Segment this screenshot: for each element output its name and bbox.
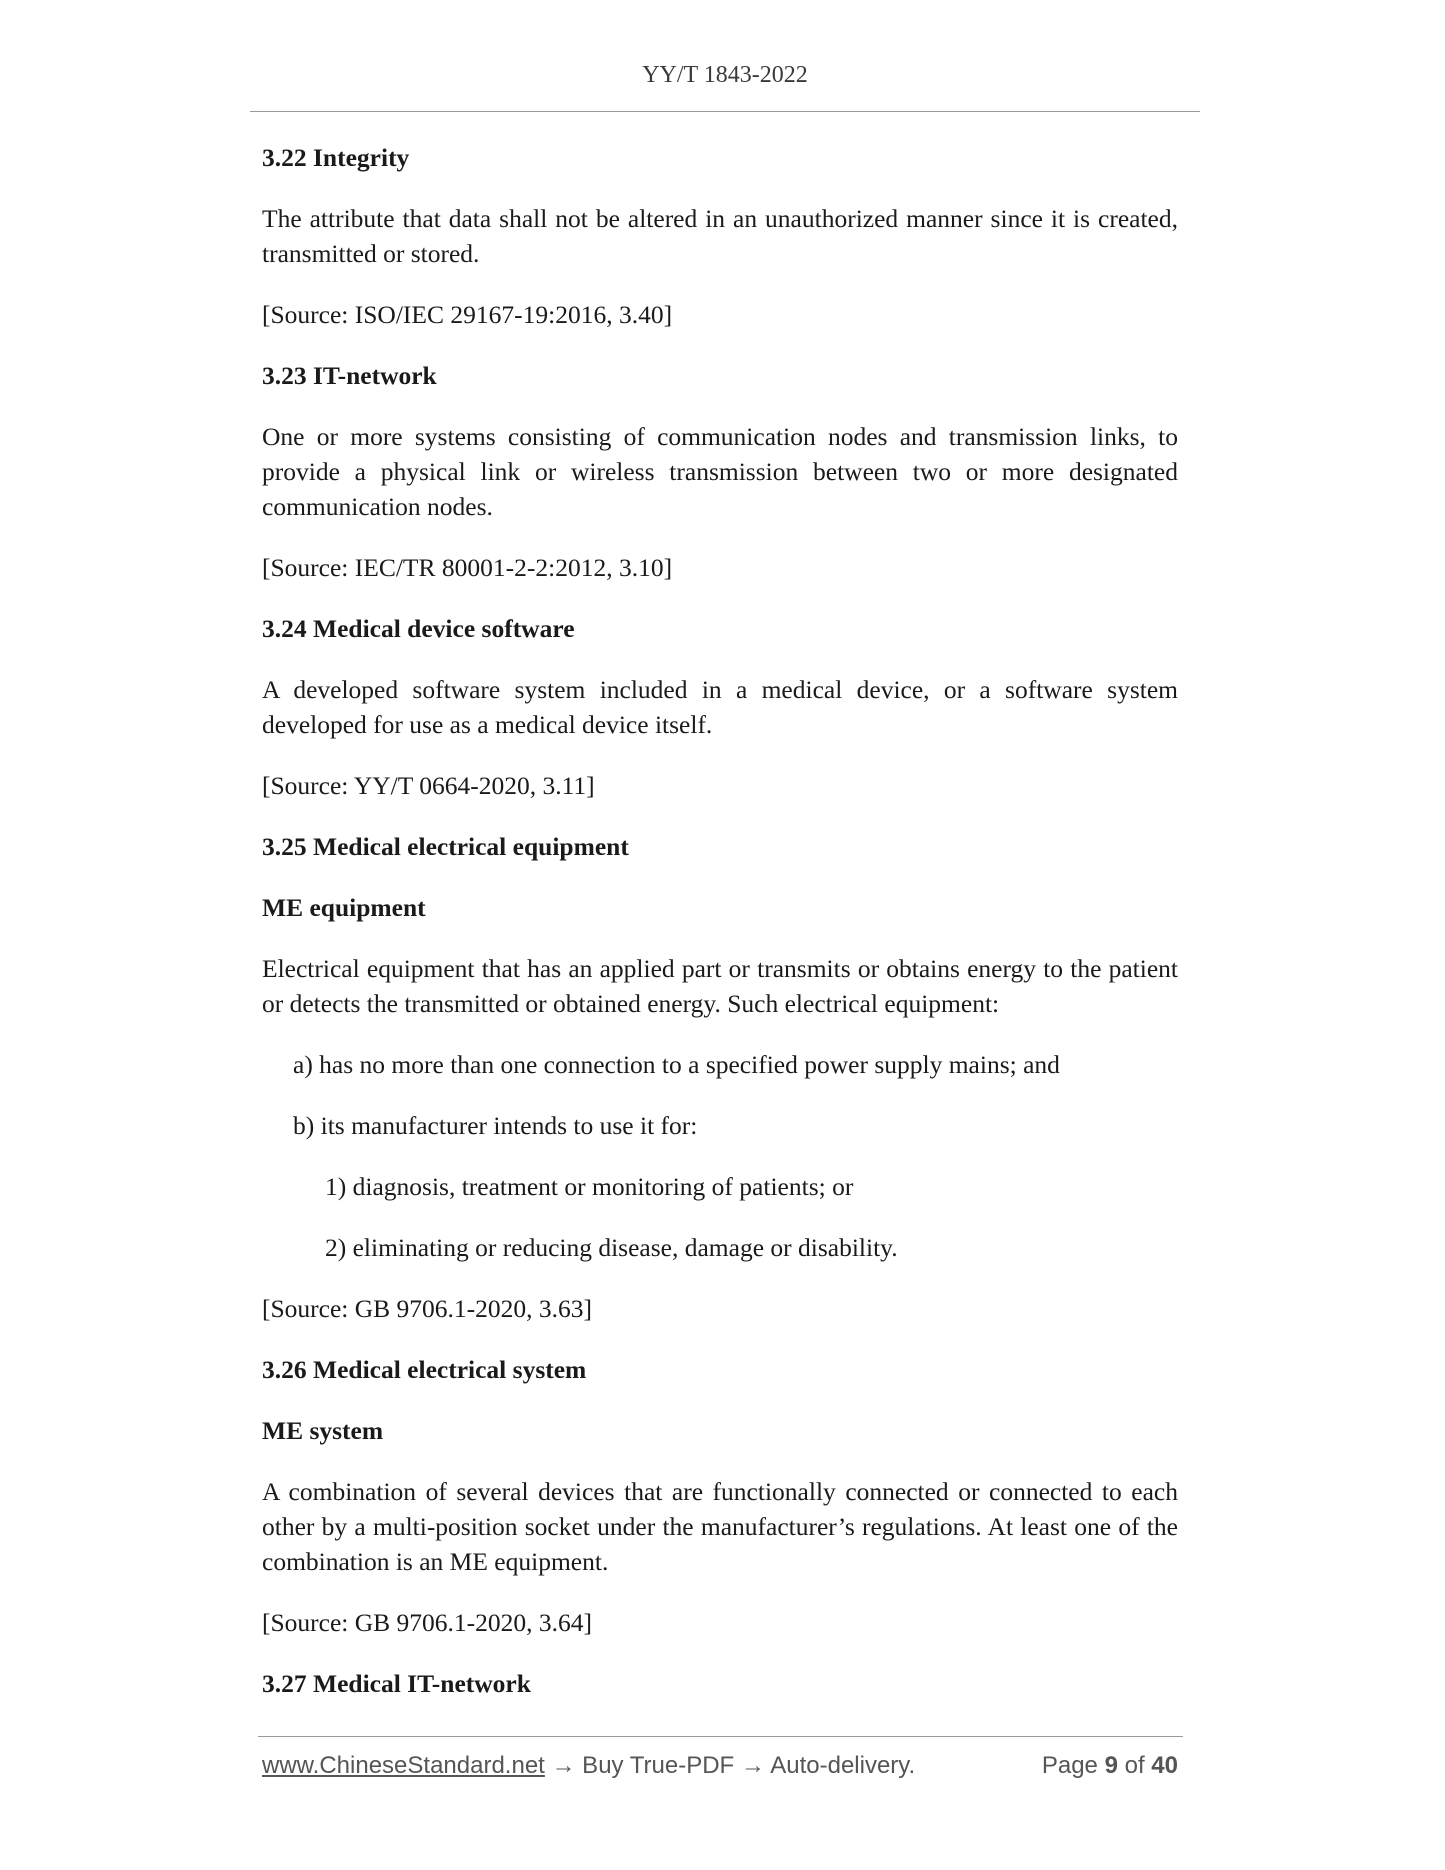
page-label: Page: [1041, 1752, 1098, 1779]
site-link[interactable]: www.ChineseStandard.net: [262, 1752, 545, 1779]
of-label: of: [1124, 1752, 1145, 1779]
promo-text: → Buy True-PDF → Auto-delivery.: [544, 1752, 916, 1779]
source-citation: [Source: GB 9706.1-2020, 3.63]: [262, 1294, 593, 1323]
term-heading: 3.26 Medical electrical system: [262, 1355, 587, 1384]
document-body: [262, 140, 1178, 1727]
definition-paragraph: A developed software system included in a medical device, or a software system developed for use as a medical device itself.: [262, 675, 1178, 739]
term-heading: 3.25 Medical electrical equipment: [262, 832, 629, 861]
term-synonym: ME system: [262, 1416, 384, 1445]
source-citation: [Source: ISO/IEC 29167-19:2016, 3.40]: [262, 300, 673, 329]
term-heading: 3.22 Integrity: [262, 143, 410, 172]
term-synonym: ME equipment: [262, 893, 426, 922]
definition-paragraph: The attribute that data shall not be altered in an unauthorized manner since it is created, transmitted or stored.: [262, 204, 1178, 268]
footer-promo: [262, 1752, 915, 1780]
source-citation: [Source: GB 9706.1-2020, 3.64]: [262, 1608, 593, 1637]
source-citation: [Source: YY/T 0664-2020, 3.11]: [262, 771, 595, 800]
current-page-number: 9: [1104, 1752, 1118, 1779]
total-pages-number: 40: [1151, 1752, 1178, 1779]
definition-paragraph: One or more systems consisting of communication nodes and transmission links, to provide a physical link or wireless transmission between two or more designated communication nodes.: [262, 422, 1178, 521]
term-heading: 3.23 IT-network: [262, 361, 437, 390]
sub-list-item: 1) diagnosis, treatment or monitoring of patients; or: [325, 1172, 854, 1201]
term-heading: 3.27 Medical IT-network: [262, 1669, 531, 1698]
document-header-id: YY/T 1843-2022: [642, 62, 808, 88]
term-heading: 3.24 Medical device software: [262, 614, 575, 643]
page-footer: [262, 1752, 1178, 1788]
definition-paragraph: A combination of several devices that are functionally connected or connected to each other by a multi-position socket under the manufacturer’s regulations. At least one of the combination is an ME equipment.: [262, 1477, 1178, 1576]
footer-divider: [258, 1736, 1183, 1737]
page-indicator: [1042, 1752, 1178, 1780]
sub-list-item: 2) eliminating or reducing disease, damage or disability.: [325, 1233, 898, 1262]
source-citation: [Source: IEC/TR 80001-2-2:2012, 3.10]: [262, 553, 673, 582]
list-item: a) has no more than one connection to a specified power supply mains; and: [293, 1050, 1060, 1079]
definition-paragraph: Electrical equipment that has an applied part or transmits or obtains energy to the patient or detects the transmitted or obtained energy. Such electrical equipment:: [262, 954, 1178, 1018]
list-item: b) its manufacturer intends to use it for:: [293, 1111, 698, 1140]
header-divider: [250, 111, 1200, 112]
